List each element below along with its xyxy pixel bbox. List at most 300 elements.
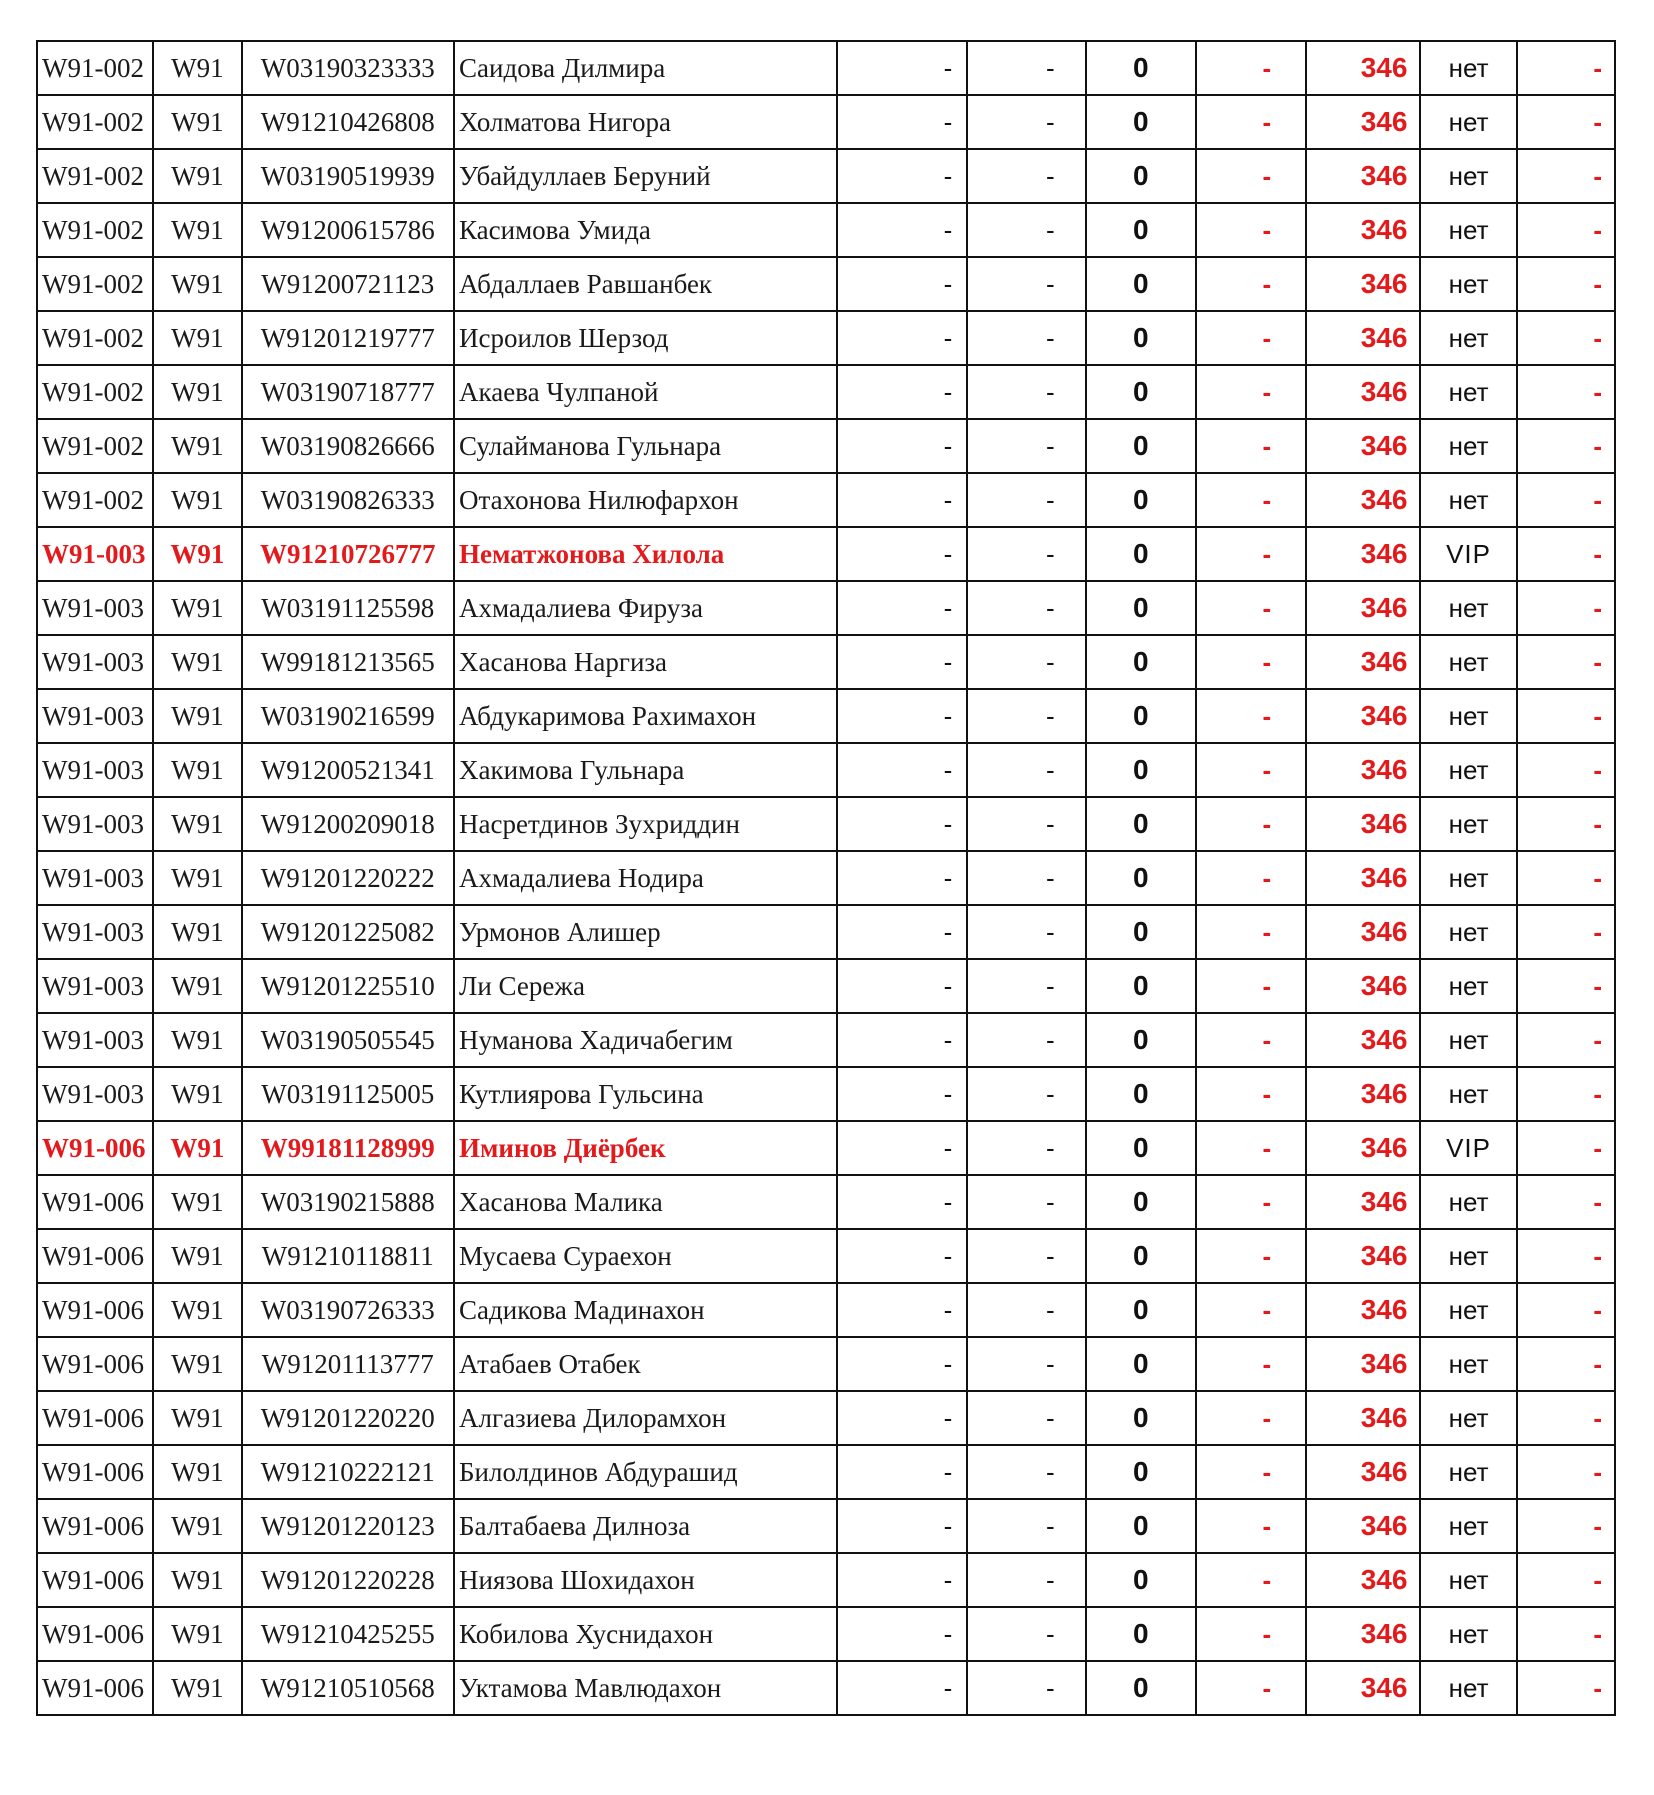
row-zero-cell: 0: [1086, 41, 1196, 95]
row-dash-cell-4: -: [1517, 797, 1615, 851]
row-code-cell: W91-002: [37, 149, 153, 203]
row-dash-cell-3: -: [1196, 365, 1306, 419]
row-code-cell: W91-003: [37, 797, 153, 851]
row-dash-cell-2: -: [967, 1607, 1085, 1661]
row-dash-cell-3: -: [1196, 1661, 1306, 1715]
table-row: [37, 851, 1615, 905]
row-group-cell: W91: [153, 1013, 241, 1067]
row-name-cell: Урмонов Алишер: [454, 905, 837, 959]
row-group-cell: W91: [153, 419, 241, 473]
document-sheet: [36, 40, 1616, 1716]
row-name-cell: Ахмадалиева Фируза: [454, 581, 837, 635]
row-number-cell: 346: [1306, 203, 1420, 257]
row-group-cell: W91: [153, 1337, 241, 1391]
row-code-cell: W91-002: [37, 41, 153, 95]
row-status-cell: нет: [1420, 419, 1516, 473]
row-dash-cell-2: -: [967, 527, 1085, 581]
row-zero-cell: 0: [1086, 365, 1196, 419]
row-zero-cell: 0: [1086, 743, 1196, 797]
row-dash-cell-1: -: [837, 635, 967, 689]
row-id-cell: W91210426808: [242, 95, 455, 149]
row-dash-cell-1: -: [837, 581, 967, 635]
row-code-cell: W91-003: [37, 1067, 153, 1121]
row-dash-cell-2: -: [967, 1175, 1085, 1229]
row-group-cell: W91: [153, 365, 241, 419]
row-dash-cell-4: -: [1517, 149, 1615, 203]
row-dash-cell-1: -: [837, 419, 967, 473]
table-row: [37, 1067, 1615, 1121]
row-id-cell: W03191125005: [242, 1067, 455, 1121]
row-name-cell: Кобилова Хуснидахон: [454, 1607, 837, 1661]
row-zero-cell: 0: [1086, 905, 1196, 959]
row-code-cell: W91-003: [37, 689, 153, 743]
row-dash-cell-4: -: [1517, 1175, 1615, 1229]
row-number-cell: 346: [1306, 1283, 1420, 1337]
row-dash-cell-1: -: [837, 1499, 967, 1553]
row-zero-cell: 0: [1086, 1607, 1196, 1661]
row-status-cell: нет: [1420, 1553, 1516, 1607]
row-dash-cell-3: -: [1196, 905, 1306, 959]
row-id-cell: W99181128999: [242, 1121, 455, 1175]
row-dash-cell-2: -: [967, 1337, 1085, 1391]
row-dash-cell-4: -: [1517, 743, 1615, 797]
row-dash-cell-3: -: [1196, 149, 1306, 203]
row-group-cell: W91: [153, 689, 241, 743]
row-dash-cell-1: -: [837, 1445, 967, 1499]
row-dash-cell-1: -: [837, 797, 967, 851]
row-dash-cell-3: -: [1196, 95, 1306, 149]
row-name-cell: Садикова Мадинахон: [454, 1283, 837, 1337]
row-dash-cell-2: -: [967, 797, 1085, 851]
row-dash-cell-4: -: [1517, 473, 1615, 527]
row-code-cell: W91-006: [37, 1229, 153, 1283]
row-dash-cell-3: -: [1196, 1013, 1306, 1067]
row-zero-cell: 0: [1086, 851, 1196, 905]
row-number-cell: 346: [1306, 1391, 1420, 1445]
row-dash-cell-2: -: [967, 1067, 1085, 1121]
row-dash-cell-4: -: [1517, 1337, 1615, 1391]
row-id-cell: W91201225510: [242, 959, 455, 1013]
row-dash-cell-1: -: [837, 473, 967, 527]
row-group-cell: W91: [153, 635, 241, 689]
row-code-cell: W91-002: [37, 419, 153, 473]
row-status-cell: нет: [1420, 1067, 1516, 1121]
row-number-cell: 346: [1306, 1445, 1420, 1499]
row-number-cell: 346: [1306, 365, 1420, 419]
row-dash-cell-4: -: [1517, 1013, 1615, 1067]
table-row: [37, 1337, 1615, 1391]
row-dash-cell-3: -: [1196, 1337, 1306, 1391]
row-dash-cell-2: -: [967, 689, 1085, 743]
table-row: [37, 41, 1615, 95]
row-dash-cell-3: -: [1196, 581, 1306, 635]
row-dash-cell-4: -: [1517, 581, 1615, 635]
row-dash-cell-4: -: [1517, 1445, 1615, 1499]
row-zero-cell: 0: [1086, 1013, 1196, 1067]
row-dash-cell-2: -: [967, 311, 1085, 365]
row-name-cell: Ли Сережа: [454, 959, 837, 1013]
row-name-cell: Убайдуллаев Беруний: [454, 149, 837, 203]
row-zero-cell: 0: [1086, 635, 1196, 689]
row-zero-cell: 0: [1086, 689, 1196, 743]
row-number-cell: 346: [1306, 851, 1420, 905]
row-zero-cell: 0: [1086, 257, 1196, 311]
row-group-cell: W91: [153, 851, 241, 905]
row-dash-cell-3: -: [1196, 1607, 1306, 1661]
row-code-cell: W91-003: [37, 527, 153, 581]
row-code-cell: W91-002: [37, 203, 153, 257]
row-number-cell: 346: [1306, 1121, 1420, 1175]
row-status-cell: нет: [1420, 1661, 1516, 1715]
table-row: [37, 1661, 1615, 1715]
row-id-cell: W91210425255: [242, 1607, 455, 1661]
row-dash-cell-4: -: [1517, 419, 1615, 473]
row-zero-cell: 0: [1086, 95, 1196, 149]
row-zero-cell: 0: [1086, 203, 1196, 257]
row-group-cell: W91: [153, 257, 241, 311]
table-row: [37, 1229, 1615, 1283]
row-name-cell: Уктамова Мавлюдахон: [454, 1661, 837, 1715]
row-name-cell: Нематжонова Хилола: [454, 527, 837, 581]
row-group-cell: W91: [153, 95, 241, 149]
row-name-cell: Холматова Нигора: [454, 95, 837, 149]
row-name-cell: Нуманова Хадичабегим: [454, 1013, 837, 1067]
row-dash-cell-2: -: [967, 905, 1085, 959]
row-id-cell: W03190323333: [242, 41, 455, 95]
row-dash-cell-3: -: [1196, 851, 1306, 905]
row-name-cell: Насретдинов Зухриддин: [454, 797, 837, 851]
row-dash-cell-1: -: [837, 257, 967, 311]
table-row: [37, 797, 1615, 851]
row-dash-cell-1: -: [837, 1175, 967, 1229]
table-row: [37, 689, 1615, 743]
row-dash-cell-4: -: [1517, 365, 1615, 419]
row-code-cell: W91-006: [37, 1283, 153, 1337]
row-code-cell: W91-006: [37, 1607, 153, 1661]
row-id-cell: W91200209018: [242, 797, 455, 851]
row-number-cell: 346: [1306, 743, 1420, 797]
row-id-cell: W91201220228: [242, 1553, 455, 1607]
table-row: [37, 257, 1615, 311]
table-row-vip: [37, 1121, 1615, 1175]
row-code-cell: W91-002: [37, 365, 153, 419]
row-dash-cell-1: -: [837, 1553, 967, 1607]
row-dash-cell-2: -: [967, 41, 1085, 95]
row-name-cell: Отахонова Нилюфархон: [454, 473, 837, 527]
row-number-cell: 346: [1306, 1337, 1420, 1391]
row-dash-cell-3: -: [1196, 959, 1306, 1013]
row-number-cell: 346: [1306, 581, 1420, 635]
row-code-cell: W91-002: [37, 311, 153, 365]
row-dash-cell-4: -: [1517, 1229, 1615, 1283]
row-number-cell: 346: [1306, 905, 1420, 959]
row-zero-cell: 0: [1086, 419, 1196, 473]
row-id-cell: W03190505545: [242, 1013, 455, 1067]
row-group-cell: W91: [153, 905, 241, 959]
row-dash-cell-2: -: [967, 1445, 1085, 1499]
row-zero-cell: 0: [1086, 311, 1196, 365]
row-id-cell: W91201219777: [242, 311, 455, 365]
row-dash-cell-3: -: [1196, 1391, 1306, 1445]
row-dash-cell-4: -: [1517, 635, 1615, 689]
row-code-cell: W91-003: [37, 743, 153, 797]
row-id-cell: W03190216599: [242, 689, 455, 743]
row-zero-cell: 0: [1086, 1283, 1196, 1337]
table-row: [37, 1283, 1615, 1337]
table-row: [37, 905, 1615, 959]
row-zero-cell: 0: [1086, 473, 1196, 527]
row-id-cell: W91210726777: [242, 527, 455, 581]
row-dash-cell-2: -: [967, 959, 1085, 1013]
table-row: [37, 149, 1615, 203]
row-code-cell: W91-003: [37, 1013, 153, 1067]
row-number-cell: 346: [1306, 257, 1420, 311]
row-id-cell: W91210118811: [242, 1229, 455, 1283]
row-number-cell: 346: [1306, 1175, 1420, 1229]
row-dash-cell-1: -: [837, 1607, 967, 1661]
row-code-cell: W91-003: [37, 635, 153, 689]
row-dash-cell-1: -: [837, 1121, 967, 1175]
row-id-cell: W03190826333: [242, 473, 455, 527]
row-id-cell: W91210510568: [242, 1661, 455, 1715]
row-group-cell: W91: [153, 149, 241, 203]
row-status-cell: нет: [1420, 743, 1516, 797]
row-status-cell: нет: [1420, 1175, 1516, 1229]
row-dash-cell-2: -: [967, 203, 1085, 257]
row-code-cell: W91-006: [37, 1661, 153, 1715]
row-code-cell: W91-002: [37, 257, 153, 311]
row-dash-cell-2: -: [967, 1661, 1085, 1715]
row-name-cell: Атабаев Отабек: [454, 1337, 837, 1391]
row-status-cell: нет: [1420, 365, 1516, 419]
table-row: [37, 1445, 1615, 1499]
row-group-cell: W91: [153, 1499, 241, 1553]
row-dash-cell-4: -: [1517, 257, 1615, 311]
row-group-cell: W91: [153, 527, 241, 581]
row-dash-cell-1: -: [837, 743, 967, 797]
row-dash-cell-4: -: [1517, 851, 1615, 905]
row-zero-cell: 0: [1086, 1553, 1196, 1607]
row-dash-cell-4: -: [1517, 905, 1615, 959]
row-number-cell: 346: [1306, 1499, 1420, 1553]
row-dash-cell-4: -: [1517, 1607, 1615, 1661]
row-zero-cell: 0: [1086, 1499, 1196, 1553]
row-code-cell: W91-003: [37, 581, 153, 635]
row-zero-cell: 0: [1086, 1067, 1196, 1121]
row-dash-cell-3: -: [1196, 1121, 1306, 1175]
row-dash-cell-1: -: [837, 311, 967, 365]
row-group-cell: W91: [153, 1121, 241, 1175]
row-number-cell: 346: [1306, 311, 1420, 365]
row-status-cell: нет: [1420, 1229, 1516, 1283]
table-row: [37, 1013, 1615, 1067]
row-name-cell: Акаева Чулпаной: [454, 365, 837, 419]
row-group-cell: W91: [153, 1445, 241, 1499]
row-code-cell: W91-006: [37, 1499, 153, 1553]
row-zero-cell: 0: [1086, 797, 1196, 851]
row-dash-cell-4: -: [1517, 1067, 1615, 1121]
row-code-cell: W91-006: [37, 1175, 153, 1229]
row-dash-cell-2: -: [967, 635, 1085, 689]
row-number-cell: 346: [1306, 1013, 1420, 1067]
row-name-cell: Иминов Диёрбек: [454, 1121, 837, 1175]
row-code-cell: W91-002: [37, 473, 153, 527]
row-dash-cell-1: -: [837, 1229, 967, 1283]
row-number-cell: 346: [1306, 1553, 1420, 1607]
row-dash-cell-3: -: [1196, 419, 1306, 473]
row-status-cell: нет: [1420, 797, 1516, 851]
row-dash-cell-3: -: [1196, 203, 1306, 257]
row-dash-cell-4: -: [1517, 959, 1615, 1013]
row-dash-cell-2: -: [967, 95, 1085, 149]
row-name-cell: Абдаллаев Равшанбек: [454, 257, 837, 311]
table-row: [37, 1607, 1615, 1661]
row-dash-cell-3: -: [1196, 1229, 1306, 1283]
row-id-cell: W03191125598: [242, 581, 455, 635]
row-id-cell: W03190826666: [242, 419, 455, 473]
row-dash-cell-3: -: [1196, 1067, 1306, 1121]
row-status-cell: нет: [1420, 149, 1516, 203]
row-status-cell: нет: [1420, 473, 1516, 527]
row-group-cell: W91: [153, 1229, 241, 1283]
row-name-cell: Хасанова Малика: [454, 1175, 837, 1229]
row-dash-cell-3: -: [1196, 1499, 1306, 1553]
row-dash-cell-4: -: [1517, 41, 1615, 95]
row-group-cell: W91: [153, 1067, 241, 1121]
row-dash-cell-2: -: [967, 1499, 1085, 1553]
row-id-cell: W91201220220: [242, 1391, 455, 1445]
row-dash-cell-3: -: [1196, 527, 1306, 581]
row-dash-cell-4: -: [1517, 311, 1615, 365]
row-zero-cell: 0: [1086, 1661, 1196, 1715]
row-dash-cell-2: -: [967, 1229, 1085, 1283]
row-dash-cell-1: -: [837, 959, 967, 1013]
row-code-cell: W91-006: [37, 1391, 153, 1445]
row-name-cell: Балтабаева Дилноза: [454, 1499, 837, 1553]
table-row: [37, 635, 1615, 689]
row-dash-cell-2: -: [967, 743, 1085, 797]
row-dash-cell-3: -: [1196, 1175, 1306, 1229]
row-zero-cell: 0: [1086, 581, 1196, 635]
row-dash-cell-4: -: [1517, 1121, 1615, 1175]
table-row: [37, 203, 1615, 257]
row-dash-cell-1: -: [837, 1283, 967, 1337]
table-row: [37, 959, 1615, 1013]
row-dash-cell-3: -: [1196, 1283, 1306, 1337]
row-dash-cell-1: -: [837, 149, 967, 203]
row-dash-cell-2: -: [967, 1013, 1085, 1067]
row-zero-cell: 0: [1086, 149, 1196, 203]
row-id-cell: W91201220222: [242, 851, 455, 905]
row-status-cell: VIP: [1420, 1121, 1516, 1175]
row-code-cell: W91-003: [37, 851, 153, 905]
row-dash-cell-1: -: [837, 689, 967, 743]
row-status-cell: нет: [1420, 851, 1516, 905]
row-code-cell: W91-002: [37, 95, 153, 149]
row-status-cell: нет: [1420, 635, 1516, 689]
row-group-cell: W91: [153, 743, 241, 797]
row-dash-cell-4: -: [1517, 1391, 1615, 1445]
row-zero-cell: 0: [1086, 1445, 1196, 1499]
row-dash-cell-4: -: [1517, 1661, 1615, 1715]
row-group-cell: W91: [153, 797, 241, 851]
row-name-cell: Хасанова Наргиза: [454, 635, 837, 689]
row-status-cell: VIP: [1420, 527, 1516, 581]
row-number-cell: 346: [1306, 95, 1420, 149]
row-dash-cell-4: -: [1517, 95, 1615, 149]
row-dash-cell-4: -: [1517, 689, 1615, 743]
row-status-cell: нет: [1420, 581, 1516, 635]
row-status-cell: нет: [1420, 1445, 1516, 1499]
row-status-cell: нет: [1420, 959, 1516, 1013]
row-name-cell: Алгазиева Дилорамхон: [454, 1391, 837, 1445]
table-row: [37, 473, 1615, 527]
row-number-cell: 346: [1306, 1067, 1420, 1121]
row-number-cell: 346: [1306, 473, 1420, 527]
row-dash-cell-2: -: [967, 851, 1085, 905]
row-number-cell: 346: [1306, 419, 1420, 473]
row-status-cell: нет: [1420, 1607, 1516, 1661]
row-dash-cell-3: -: [1196, 473, 1306, 527]
row-dash-cell-3: -: [1196, 311, 1306, 365]
row-name-cell: Мусаева Сураехон: [454, 1229, 837, 1283]
row-dash-cell-1: -: [837, 1337, 967, 1391]
row-id-cell: W91210222121: [242, 1445, 455, 1499]
row-dash-cell-4: -: [1517, 1499, 1615, 1553]
row-zero-cell: 0: [1086, 1337, 1196, 1391]
row-zero-cell: 0: [1086, 959, 1196, 1013]
row-dash-cell-1: -: [837, 1391, 967, 1445]
table-row: [37, 1553, 1615, 1607]
row-dash-cell-2: -: [967, 257, 1085, 311]
row-status-cell: нет: [1420, 1391, 1516, 1445]
row-dash-cell-1: -: [837, 527, 967, 581]
row-number-cell: 346: [1306, 149, 1420, 203]
row-name-cell: Касимова Умида: [454, 203, 837, 257]
row-code-cell: W91-006: [37, 1553, 153, 1607]
row-id-cell: W91201220123: [242, 1499, 455, 1553]
row-name-cell: Абдукаримова Рахимахон: [454, 689, 837, 743]
row-dash-cell-3: -: [1196, 635, 1306, 689]
table-row: [37, 311, 1615, 365]
row-group-cell: W91: [153, 203, 241, 257]
row-status-cell: нет: [1420, 689, 1516, 743]
row-dash-cell-2: -: [967, 473, 1085, 527]
row-dash-cell-3: -: [1196, 689, 1306, 743]
row-dash-cell-1: -: [837, 203, 967, 257]
row-code-cell: W91-006: [37, 1121, 153, 1175]
row-status-cell: нет: [1420, 905, 1516, 959]
row-zero-cell: 0: [1086, 1121, 1196, 1175]
row-group-cell: W91: [153, 1607, 241, 1661]
row-code-cell: W91-006: [37, 1445, 153, 1499]
row-group-cell: W91: [153, 1283, 241, 1337]
row-dash-cell-1: -: [837, 905, 967, 959]
row-id-cell: W91200721123: [242, 257, 455, 311]
row-id-cell: W91201225082: [242, 905, 455, 959]
row-group-cell: W91: [153, 581, 241, 635]
table-row-vip: [37, 527, 1615, 581]
row-status-cell: нет: [1420, 311, 1516, 365]
row-code-cell: W91-003: [37, 959, 153, 1013]
row-dash-cell-1: -: [837, 41, 967, 95]
row-number-cell: 346: [1306, 1229, 1420, 1283]
row-group-cell: W91: [153, 311, 241, 365]
row-dash-cell-1: -: [837, 1661, 967, 1715]
row-zero-cell: 0: [1086, 1175, 1196, 1229]
table-body: [37, 41, 1615, 1715]
row-dash-cell-3: -: [1196, 797, 1306, 851]
